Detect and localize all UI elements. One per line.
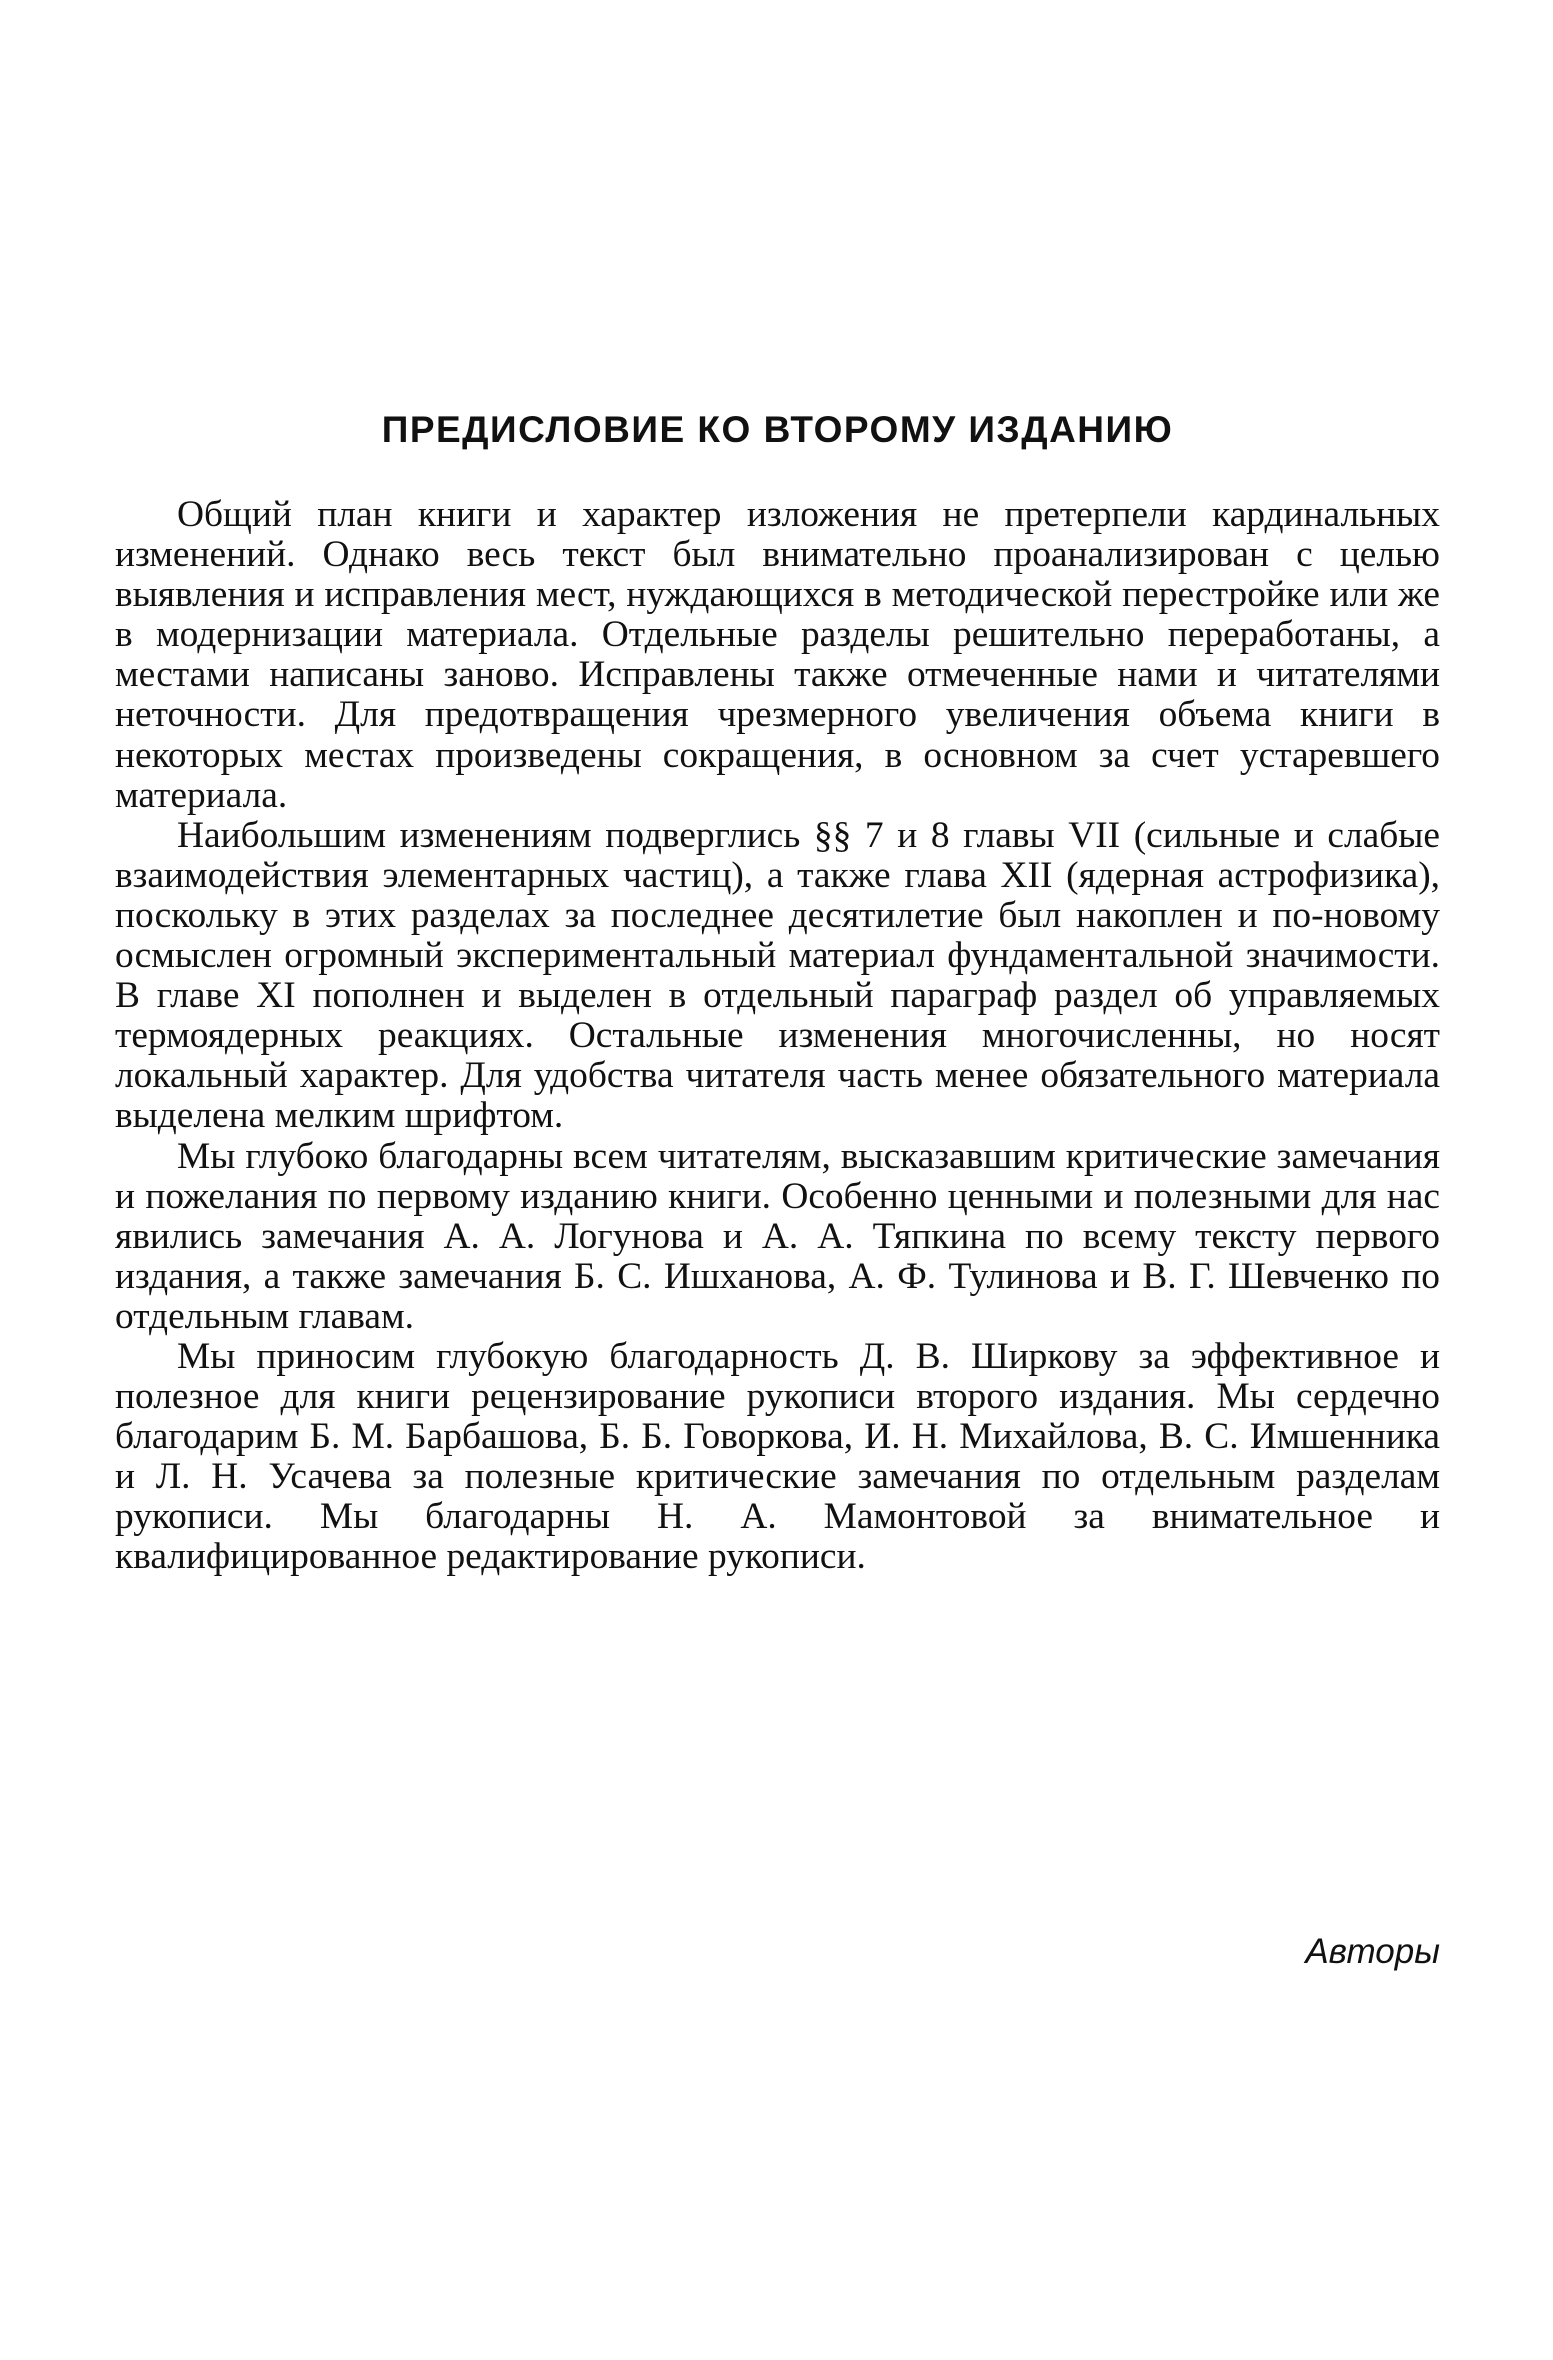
paragraph-1: Общий план книги и характер изложения не претерпели кардинальных изменений. Однако весь текст был внимательно проанализирован с целью выявления и исправления мест, нуждающихся в методической перестройке или же в модернизации материала. Отдельные разделы решительно переработаны, а местами написаны заново. Исправлены также отмеченные нами и читателями неточности. Для предотвращения чрезмерного увеличения объема книги в некоторых местах произведены сокращения, в основном за счет устаревшего материала. — [115, 494, 1440, 816]
signature: Авторы — [1305, 1932, 1440, 1971]
paragraph-2: Наибольшим изменениям подверглись §§ 7 и 8 главы VII (сильные и слабые взаимодействия элементарных частиц), а также глава XII (ядерная астрофизика), поскольку в этих разделах за последнее десятилетие был накоплен и по-новому осмыслен огромный экспериментальный материал фундаментальной значимости. В главе XI пополнен и выделен в отдельный параграф раздел об управляемых термоядерных реакциях. Остальные изменения многочисленны, но носят локальный характер. Для удобства читателя часть менее обязательного материала выделена мелким шрифтом. — [115, 814, 1440, 1137]
preface-body — [115, 495, 1440, 1578]
paragraph-3: Мы глубоко благодарны всем читателям, высказавшим критические замечания и пожелания по первому изданию книги. Особенно ценными и полезными для нас явились замечания А. А. Логунова и А. А. Тяпкина по всему тексту первого издания, а также замечания Б. С. Ишханова, А. Ф. Тулинова и В. Г. Шевченко по отдельным главам. — [115, 1135, 1440, 1337]
paragraph-4: Мы приносим глубокую благодарность Д. В. Ширкову за эффективное и полезное для книги рецензирование рукописи второго издания. Мы сердечно благодарим Б. М. Барбашова, Б. Б. Говоркова, И. Н. Михайлова, В. С. Имшенника и Л. Н. Усачева за полезные критические замечания по отдельным разделам рукописи. Мы благодарны Н. А. Мамонтовой за внимательное и квалифицированное редактирование рукописи. — [115, 1335, 1440, 1578]
page-title: ПРЕДИСЛОВИЕ КО ВТОРОМУ ИЗДАНИЮ — [381, 409, 1174, 450]
